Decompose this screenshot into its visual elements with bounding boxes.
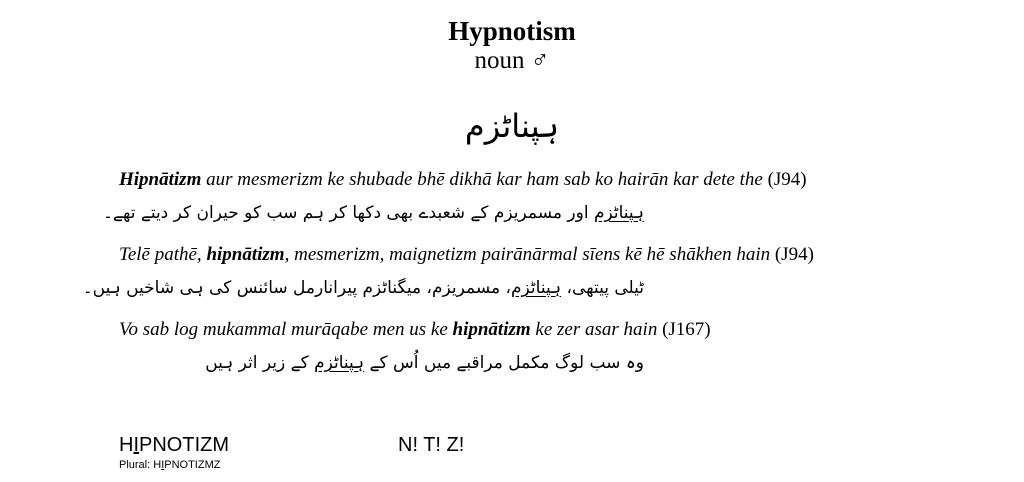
example-2-source: (J94) — [774, 244, 814, 265]
example-3-urdu-keyword: ہپناٹزم — [314, 353, 365, 373]
headword: Hypnotism — [448, 16, 576, 46]
example-3-roman: Vo sab log mukammal murāqabe men us ke hipnātizm ke zer asar hain (J167) — [119, 319, 711, 340]
example-3-source: (J167) — [662, 319, 711, 340]
transliteration: HIPNOTIZM — [119, 434, 230, 456]
example-2-keyword: hipnātizm — [206, 244, 285, 265]
example-3-urdu: وہ سب لوگ مکمل مراقبے میں اُس کے ہپناٹزم کے زیر اثر ہیں — [205, 353, 644, 373]
example-2-roman: Telē pathē, hipnātizm, mesmerizm, maignetizm pairānārmal sīens kē hē shākhen hain (J94) — [119, 244, 814, 265]
example-1-source: (J94) — [767, 169, 807, 190]
plural-form: Plural: HIPNOTIZMZ — [119, 459, 221, 471]
urdu-headword: ہپناٹزم — [464, 107, 560, 145]
example-1-roman: Hipnātizm aur mesmerizm ke shubade bhē dikhā kar ham sab ko hairān kar dete the (J94) — [119, 169, 807, 190]
male-gender-icon: ♂ — [530, 47, 550, 74]
example-2-urdu: ٹیلی پیتھی، ہپناٹزم، مسمریزم، میگناٹزم پیرانارمل سائنس کی ہی شاخیں ہیں۔ — [82, 278, 644, 298]
example-1-keyword: Hipnātizm — [119, 169, 202, 190]
example-1-urdu: ہپناٹزم اور مسمریزم کے شعبدے بھی دکھا کر ہم سب کو حیران کر دیتے تھے۔ — [102, 203, 644, 223]
example-1-urdu-keyword: ہپناٹزم — [593, 203, 644, 223]
pos-label: noun — [474, 47, 525, 74]
example-2-urdu-keyword: ہپناٹزم — [511, 278, 562, 298]
part-of-speech — [0, 46, 1024, 76]
example-3-keyword: hipnātizm — [452, 319, 531, 340]
phonetic-code: N! T! Z! — [398, 434, 465, 456]
